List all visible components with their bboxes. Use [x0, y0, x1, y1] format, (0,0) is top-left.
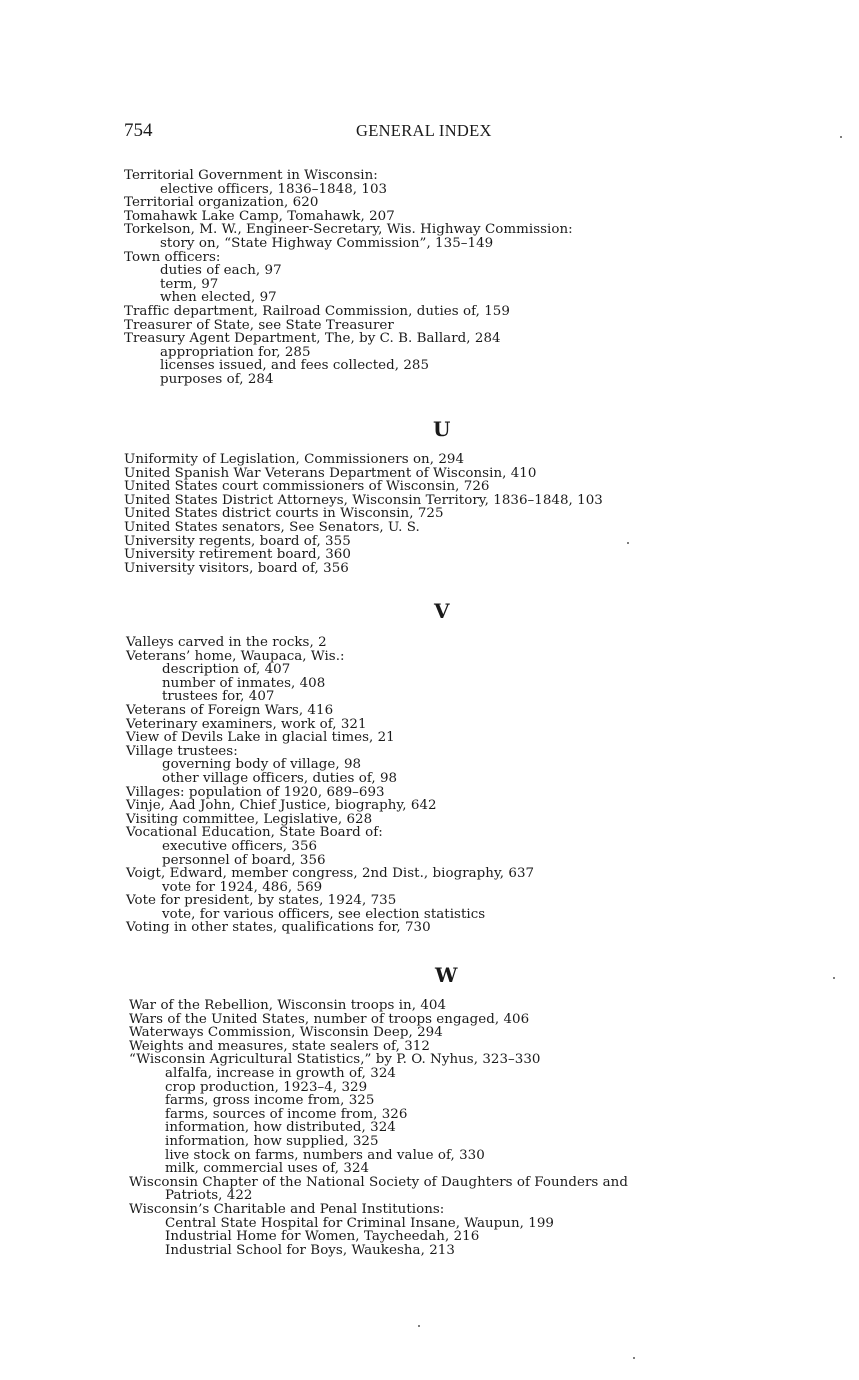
running-head: GENERAL INDEX — [356, 121, 492, 140]
index-entry: “Wisconsin Agricultural Statistics,” by P. O. Nyhus, 323–330 — [129, 1052, 541, 1068]
index-section-t — [124, 169, 573, 387]
index-entry: Tomahawk Lake Camp, Tomahawk, 207 — [124, 208, 395, 224]
index-entry: Treasurer of State, see State Treasurer — [124, 317, 394, 333]
index-subentry: story on, “State Highway Commission”, 135–149 — [160, 235, 494, 251]
section-letter-w: W — [435, 963, 458, 987]
index-subentry: governing body of village, 98 — [162, 757, 362, 773]
index-entry: Treasury Agent Department, The, by C. B. Ballard, 284 — [124, 331, 501, 347]
index-entry: University visitors, board of, 356 — [124, 560, 349, 576]
index-entry: United Spanish War Veterans Department of Wisconsin, 410 — [124, 465, 537, 481]
index-entry: Veterans’ home, Waupaca, Wis.: — [126, 648, 345, 664]
index-entry: Villages: population of 1920, 689–693 — [126, 784, 385, 800]
index-section-u — [124, 453, 603, 575]
index-entry: Vocational Education, State Board of: — [126, 825, 383, 841]
index-subentry: crop production, 1923–4, 329 — [165, 1079, 368, 1095]
scan-speck — [627, 542, 629, 544]
section-letter-v: V — [434, 599, 450, 623]
index-entry: Torkelson, M. W., Engineer-Secretary, Wis. Highway Commission: — [124, 222, 573, 238]
index-entry: Town officers: — [124, 249, 221, 265]
index-subentry: live stock on farms, numbers and value of, 330 — [165, 1147, 485, 1163]
index-entry: University retirement board, 360 — [124, 547, 351, 563]
page-header — [124, 120, 724, 142]
index-subentry: farms, sources of income from, 326 — [165, 1106, 408, 1122]
index-entry: View of Devils Lake in glacial times, 21 — [126, 730, 395, 746]
page-number: 754 — [124, 120, 153, 141]
index-subentry: other village officers, duties of, 98 — [162, 770, 398, 786]
index-subentry: executive officers, 356 — [162, 838, 318, 854]
index-subentry: purposes of, 284 — [160, 371, 274, 387]
scan-speck — [840, 136, 842, 138]
index-entry: Village trustees: — [126, 743, 238, 759]
index-entry: United States court commissioners of Wisconsin, 726 — [124, 479, 490, 495]
index-subentry: description of, 407 — [162, 662, 291, 678]
index-entry: Weights and measures, state sealers of, 312 — [129, 1038, 430, 1054]
index-subentry: duties of each, 97 — [160, 263, 282, 279]
index-subentry: alfalfa, increase in growth of, 324 — [165, 1065, 396, 1081]
index-subentry: number of inmates, 408 — [162, 675, 326, 691]
section-letter-u: U — [433, 417, 451, 441]
index-entry: Wisconsin’s Charitable and Penal Institutions: — [129, 1201, 445, 1217]
index-entry: Wisconsin Chapter of the National Society of Daughters of Founders and — [129, 1174, 628, 1190]
index-subentry: Central State Hospital for Criminal Insane, Waupun, 199 — [165, 1215, 554, 1231]
index-entry-continuation: Patriots, 422 — [165, 1188, 253, 1204]
index-entry: Traffic department, Railroad Commission, duties of, 159 — [124, 303, 510, 319]
index-entry: Waterways Commission, Wisconsin Deep, 294 — [129, 1025, 443, 1041]
index-subentry: elective officers, 1836–1848, 103 — [160, 181, 388, 197]
index-entry: Uniformity of Legislation, Commissioners on, 294 — [124, 452, 465, 467]
index-subentry: information, how supplied, 325 — [165, 1133, 379, 1149]
index-subentry: Industrial Home for Women, Taycheedah, 216 — [165, 1229, 480, 1245]
index-entry: Wars of the United States, number of troops engaged, 406 — [129, 1011, 530, 1027]
scan-speck — [633, 1357, 635, 1359]
index-subentry: when elected, 97 — [160, 290, 277, 306]
index-subentry: milk, commercial uses of, 324 — [165, 1161, 370, 1177]
index-entry: Voigt, Edward, member congress, 2nd Dist., biography, 637 — [126, 866, 535, 882]
index-entry: Territorial Government in Wisconsin: — [124, 168, 378, 183]
index-entry: Vinje, Aad John, Chief Justice, biography, 642 — [126, 798, 437, 814]
index-entry: University regents, board of, 355 — [124, 533, 351, 549]
index-subentry: trustees for, 407 — [162, 689, 275, 705]
index-entry: Valleys carved in the rocks, 2 — [126, 635, 327, 650]
index-subentry: Industrial School for Boys, Waukesha, 213 — [165, 1242, 455, 1258]
index-entry: Territorial organization, 620 — [124, 195, 319, 211]
index-entry: United States District Attorneys, Wisconsin Territory, 1836–1848, 103 — [124, 492, 603, 508]
index-subentry: vote, for various officers, see election statistics — [162, 906, 486, 922]
index-subentry: information, how distributed, 324 — [165, 1120, 396, 1136]
index-entry: United States district courts in Wisconsin, 725 — [124, 506, 444, 522]
index-subentry: personnel of board, 356 — [162, 852, 326, 868]
index-subentry: licenses issued, and fees collected, 285 — [160, 358, 430, 374]
index-subentry: farms, gross income from, 325 — [165, 1093, 375, 1109]
index-entry: United States senators, See Senators, U. S. — [124, 519, 420, 535]
index-subentry: vote for 1924, 486, 569 — [162, 879, 323, 895]
index-entry: War of the Rebellion, Wisconsin troops in, 404 — [129, 998, 447, 1013]
index-subentry: term, 97 — [160, 276, 219, 292]
scan-speck — [833, 977, 835, 979]
index-entry: Veterans of Foreign Wars, 416 — [126, 702, 334, 718]
index-section-v — [126, 636, 534, 935]
index-section-w — [129, 999, 628, 1257]
index-entry: Voting in other states, qualifications for, 730 — [126, 920, 431, 936]
index-entry: Visiting committee, Legislative, 628 — [126, 811, 373, 827]
index-entry: Vote for president, by states, 1924, 735 — [126, 893, 397, 909]
scan-speck — [418, 1325, 420, 1327]
index-entry: Veterinary examiners, work of, 321 — [126, 716, 367, 732]
index-subentry: appropriation for, 285 — [160, 344, 311, 360]
